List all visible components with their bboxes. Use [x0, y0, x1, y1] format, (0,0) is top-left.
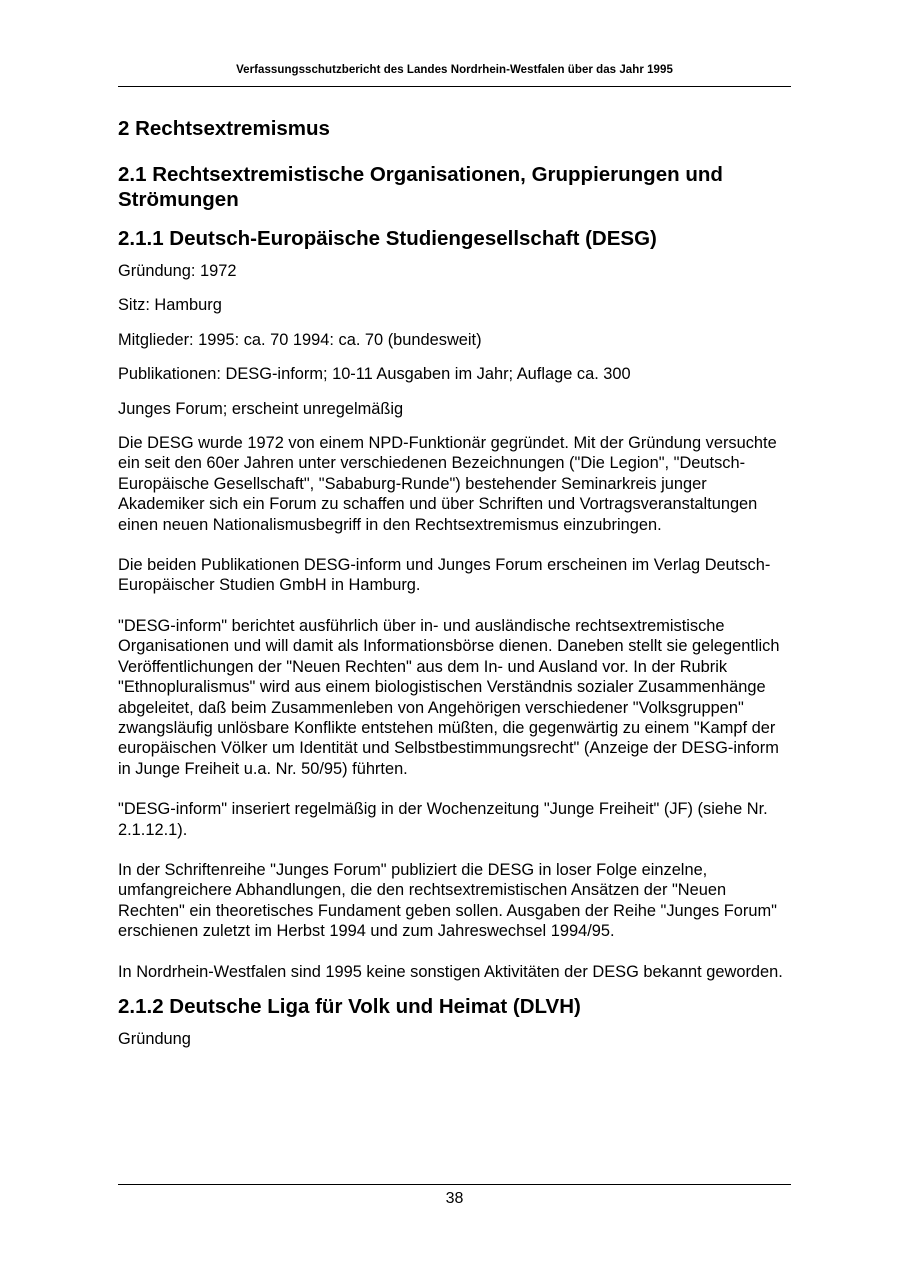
section-heading: 2.1 Rechtsextremistische Organisationen, Gruppierungen und Strömungen [118, 163, 723, 211]
subsection-heading-dlvh: 2.1.2 Deutsche Liga für Volk und Heimat (DLVH) [118, 994, 581, 1018]
subsection-heading-desg: 2.1.1 Deutsch-Europäische Studiengesellschaft (DESG) [118, 227, 657, 250]
paragraph: "DESG-inform" inseriert regelmäßig in der Wochenzeitung "Junge Freiheit" (JF) (siehe Nr. 2.1.12.1). [118, 800, 768, 839]
desg-gruendung: Gründung: 1972 [118, 262, 237, 280]
page-number: 38 [445, 1190, 464, 1207]
paragraph: In Nordrhein-Westfalen sind 1995 keine sonstigen Aktivitäten der DESG bekannt geworden. [118, 962, 783, 981]
desg-publikation-junges-forum: Junges Forum; erscheint unregelmäßig [118, 399, 404, 418]
footer-rule [118, 1184, 791, 1185]
page-content [118, 116, 791, 1063]
paragraph: Die DESG wurde 1972 von einem NPD-Funktionär gegründet. Mit der Gründung versuchte ein seit den 60er Jahren unter verschiedenen Bezeichnungen ("Die Legion", "Deutsch- Europäische Gesellschaft", "Sababurg-Runde") bestehender Seminarkreis junger Akademiker sich ein Forum zu schaffen und über Schriften und Vortragsveranstaltungen einen neuen Nationalismusbegriff in den Rechtsextremismus einzubringen. [118, 434, 777, 534]
running-header: Verfassungsschutzbericht des Landes Nordrhein-Westfalen über das Jahr 1995 [236, 64, 673, 76]
paragraph: Die beiden Publikationen DESG-inform und Junges Forum erscheinen im Verlag Deutsch-Europäischer Studien GmbH in Hamburg. [118, 556, 771, 595]
paragraph: In der Schriftenreihe "Junges Forum" publiziert die DESG in loser Folge einzelne, umfangreichere Abhandlungen, die den rechtsextremistischen Ansätzen der "Neuen Rechten" ein theoretisches Fundament geben sollen. Ausgaben der Reihe "Junges Forum" erschienen zuletzt im Herbst 1994 und zum Jahreswechsel 1994/95. [118, 860, 777, 941]
desg-sitz: Sitz: Hamburg [118, 296, 222, 315]
desg-publikationen: Publikationen: DESG-inform; 10-11 Ausgaben im Jahr; Auflage ca. 300 [118, 365, 631, 384]
desg-mitglieder: Mitglieder: 1995: ca. 70 1994: ca. 70 (bundesweit) [118, 330, 482, 349]
chapter-heading: 2 Rechtsextremismus [118, 117, 330, 140]
header-rule [118, 86, 791, 87]
paragraph: "DESG-inform" berichtet ausführlich über in- und ausländische rechtsextremistische Organisationen und will damit als Informationsbörse dienen. Daneben stellt sie gelegentlich Veröffentlichungen der "Neuen Rechten" aus dem In- und Ausland vor. In der Rubrik "Ethnopluralismus" wird aus einem biologistischen Verständnis sozialer Zusammenhänge abgeleitet, daß beim Zusammenleben von Angehörigen verschiedener "Volksgruppen" zwangsläufig unlösbare Konflikte entstehen müßten, die gegenwärtig zu einem "Kampf der europäischen Völker um Identität und Selbstbestimmungsrecht" (Anzeige der DESG-inform in Junge Freiheit u.a. Nr. 50/95) führten. [118, 616, 780, 778]
document-page [118, 0, 791, 1273]
dlvh-gruendung: Gründung [118, 1029, 191, 1048]
